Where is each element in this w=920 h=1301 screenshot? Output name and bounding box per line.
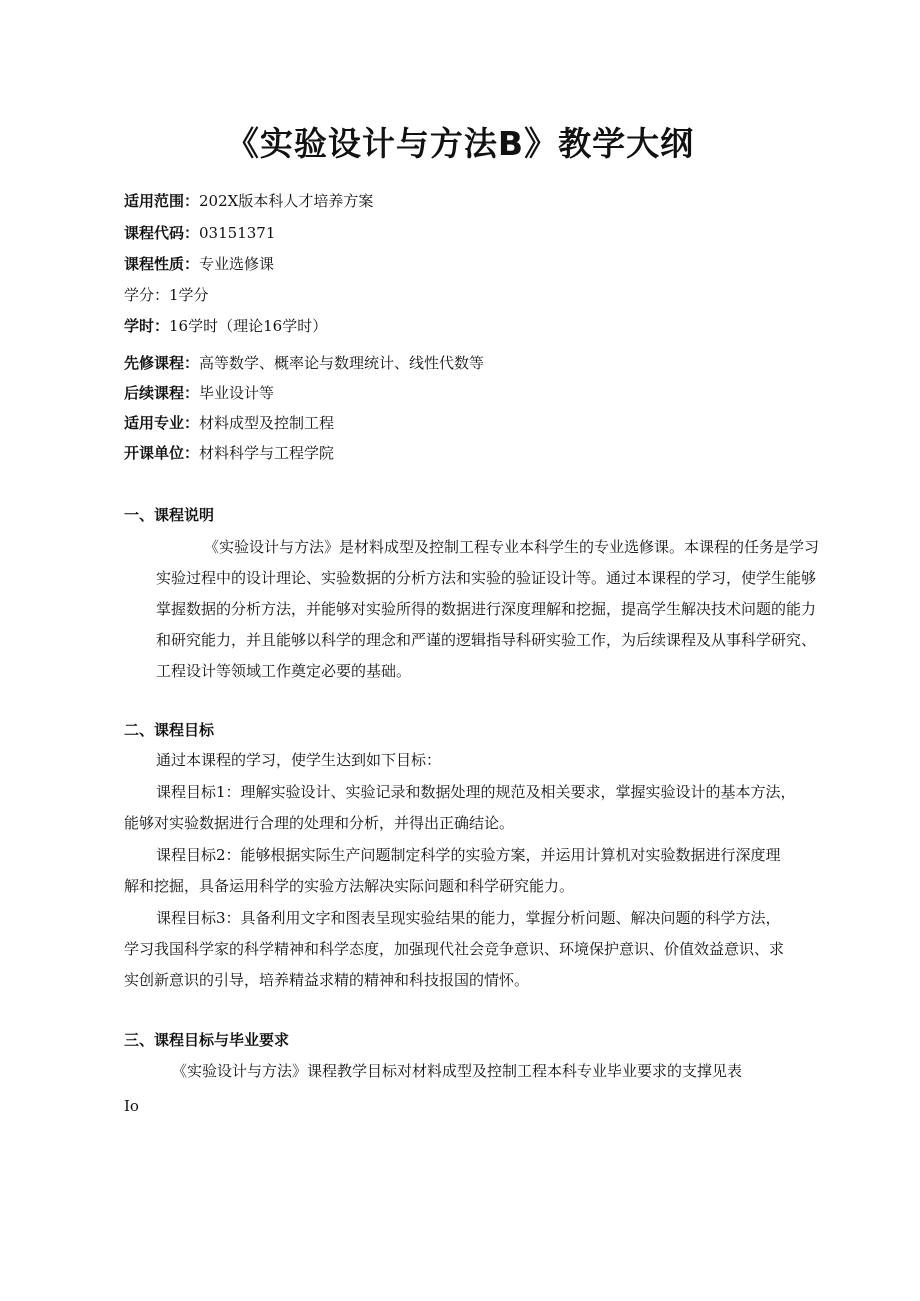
info-scope-value: 202X版本科人才培养方案 — [199, 192, 374, 210]
info-course-code-label: 课程代码： — [124, 224, 200, 242]
info-follow-up — [124, 383, 274, 403]
info-major-label: 适用专业： — [124, 414, 200, 432]
paragraph-line: Io — [124, 1097, 139, 1115]
section-heading-course-description: 一、课程说明 — [124, 506, 215, 524]
info-scope — [124, 191, 373, 211]
info-hours-value: 16学时（理论16学时） — [169, 317, 328, 335]
paragraph-line: 学习我国科学家的科学精神和科学态度，加强现代社会竞争意识、环境保护意识、价值效益意识、求 — [124, 940, 785, 958]
paragraph-line: 工程设计等领域工作奠定必要的基础。 — [156, 662, 412, 680]
course-goal-1 — [124, 777, 806, 839]
paragraph-line: 课程目标1：理解实验设计、实验记录和数据处理的规范及相关要求，掌握实验设计的基本方法， — [156, 783, 796, 801]
paragraph-line: 课程目标2：能够根据实际生产问题制定科学的实验方案，并运用计算机对实验数据进行深度理 — [156, 846, 781, 864]
paragraph-line: 实验过程中的设计理论、实验数据的分析方法和实验的验证设计等。通过本课程的学习，使学生能够 — [156, 569, 817, 587]
info-course-code-value: 03151371 — [199, 224, 276, 242]
paragraph-line: 通过本课程的学习，使学生达到如下目标： — [156, 751, 442, 769]
info-course-nature-label: 课程性质： — [124, 255, 200, 273]
paragraph-line: 解和挖掘，具备运用科学的实验方法解决实际问题和科学研究能力。 — [124, 877, 575, 895]
course-goals-intro — [124, 745, 806, 776]
paragraph-line: 掌握数据的分析方法，并能够对实验所得的数据进行深度理解和挖掘，提高学生解决技术问题的能力 — [156, 600, 817, 618]
info-course-code — [124, 223, 275, 243]
info-major-value: 材料成型及控制工程 — [199, 414, 335, 432]
course-goal-3 — [124, 903, 806, 996]
paragraph-line: 能够对实验数据进行合理的处理和分析，并得出正确结论。 — [124, 814, 515, 832]
paragraph-line: 《实验设计与方法》课程教学目标对材料成型及控制工程本科专业毕业要求的支撑见表 — [172, 1062, 743, 1080]
info-prerequisites-value: 高等数学、概率论与数理统计、线性代数等 — [199, 354, 485, 372]
goals-requirements-paragraph — [124, 1056, 806, 1122]
info-major — [124, 413, 334, 433]
info-credits-label: 学分： — [124, 286, 170, 304]
paragraph-line: 实创新意识的引导，培养精益求精的精神和科技报国的情怀。 — [124, 971, 530, 989]
paragraph-line: 和研究能力，并且能够以科学的理念和严谨的逻辑指导科研实验工作，为后续课程及从事科学研究、 — [156, 631, 817, 649]
info-credits-value: 1学分 — [169, 286, 209, 304]
info-prerequisites — [124, 353, 484, 373]
info-scope-label: 适用范围： — [124, 192, 200, 210]
info-course-nature — [124, 254, 274, 274]
course-description-paragraph — [124, 532, 820, 687]
info-department — [124, 443, 334, 463]
info-prerequisites-label: 先修课程： — [124, 354, 200, 372]
info-department-value: 材料科学与工程学院 — [199, 444, 335, 462]
paragraph-line: 《实验设计与方法》是材料成型及控制工程专业本科学生的专业选修课。本课程的任务是学习 — [204, 538, 820, 556]
section-heading-goals-and-requirements: 三、课程目标与毕业要求 — [124, 1031, 290, 1049]
paragraph-line: 课程目标3：具备利用文字和图表呈现实验结果的能力，掌握分析问题、解决问题的科学方法， — [156, 909, 781, 927]
info-course-nature-value: 专业选修课 — [199, 255, 275, 273]
info-follow-up-value: 毕业设计等 — [199, 384, 275, 402]
info-department-label: 开课单位： — [124, 444, 200, 462]
info-hours-label: 学时： — [124, 317, 170, 335]
info-follow-up-label: 后续课程： — [124, 384, 200, 402]
info-hours — [124, 316, 327, 336]
info-credits — [124, 285, 209, 305]
course-goal-2 — [124, 840, 806, 902]
section-heading-course-goals: 二、课程目标 — [124, 721, 215, 739]
document-title: 《实验设计与方法B》教学大纲 — [225, 124, 695, 163]
